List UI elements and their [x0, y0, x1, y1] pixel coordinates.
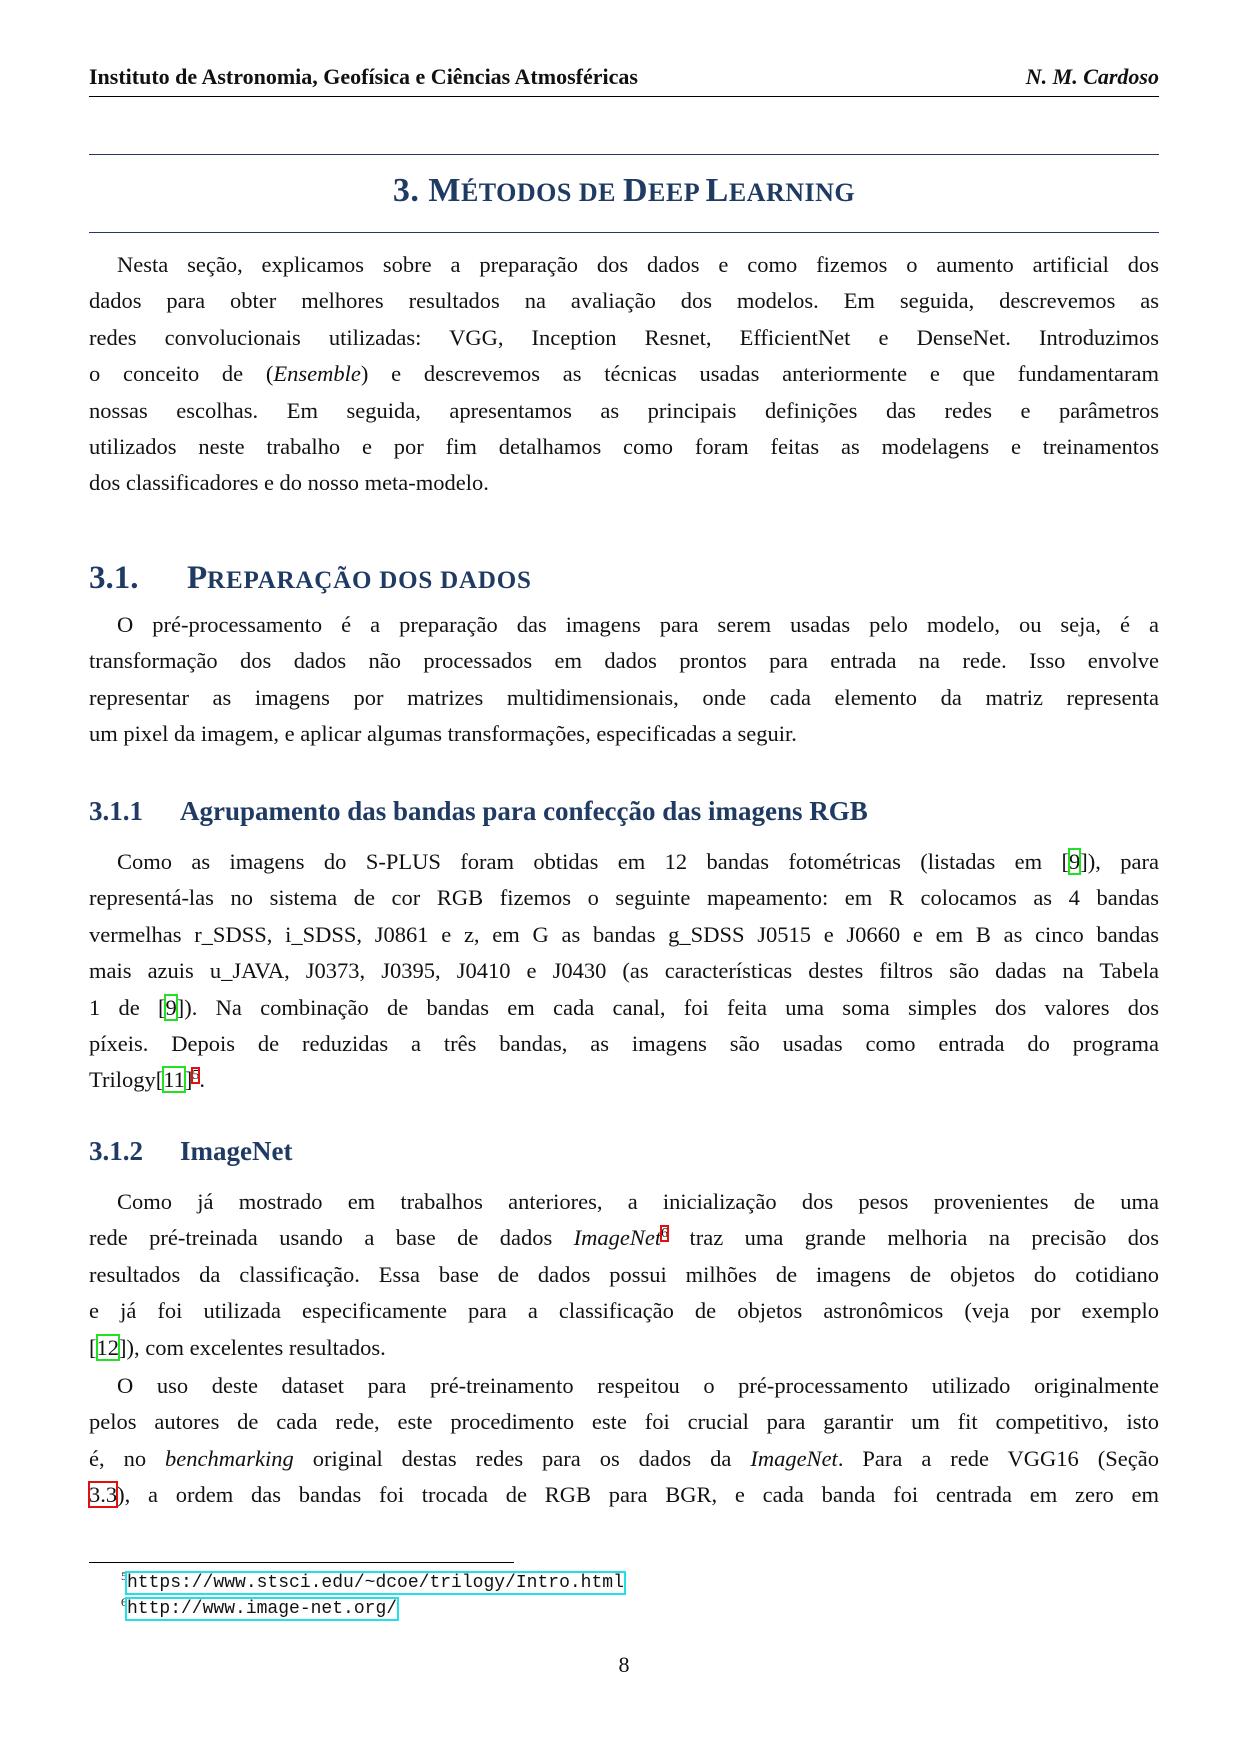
text-line: dados para obter melhores resultados na avaliação dos modelos. Em seguida, descrevemos as: [89, 288, 1159, 314]
text-line: transformação dos dados não processados em dados prontos para entrada na rede. Isso envolve: [89, 648, 1159, 674]
chapter-title-sc: EEP: [648, 178, 706, 207]
text-run: ]). Na combinação de bandas em cada canal, foi feita uma soma simples dos valores dos: [176, 994, 1159, 1020]
text-run: ) e descrevemos as técnicas usadas anteriormente e que fundamentaram: [360, 361, 1159, 387]
chapter-title: [89, 172, 1159, 210]
text-line: [89, 844, 1159, 880]
text-line: vermelhas r_SDSS, i_SDSS, J0861 e z, em G as bandas g_SDSS J0515 e J0660 e em B as cinco bandas: [89, 921, 1159, 947]
text-line: [89, 356, 1159, 392]
text-run: [: [89, 1334, 97, 1360]
subsection-heading-3-1-1: [89, 796, 868, 827]
text-run: ]: [184, 1067, 193, 1093]
text-line: O pré-processamento é a preparação das imagens para serem usadas pelo modelo, ou seja, é a: [117, 612, 1159, 637]
text-line: [89, 1330, 1159, 1366]
text-line: redes convolucionais utilizadas: VGG, Inception Resnet, EfficientNet e DenseNet. Introduzimos: [89, 324, 1159, 350]
section-title-sc: REPARAÇÃO DOS DADOS: [207, 567, 532, 594]
text-line: e já foi utilizada especificamente para a classificação de objetos astronômicos (veja por exemplo: [89, 1298, 1159, 1324]
subsection-heading-3-1-2: [89, 1136, 292, 1167]
text-run: é, no: [89, 1445, 166, 1471]
chapter-title-cap: D: [622, 172, 649, 209]
text-line: [89, 1441, 1159, 1477]
text-run: traz uma grande melhoria na precisão dos: [668, 1225, 1159, 1251]
section-title-cap: P: [187, 560, 208, 596]
text-run: o conceito de (: [89, 361, 274, 387]
text-line: Como já mostrado em trabalhos anteriores, a inicialização dos pesos provenientes de uma: [117, 1189, 1159, 1214]
section-3-1-2-paragraph-1: [89, 1184, 1159, 1366]
italic-term: ImageNet: [750, 1445, 838, 1471]
chapter-rule-bottom: [89, 232, 1159, 233]
text-line: [89, 990, 1159, 1026]
section-3-1-paragraph: [89, 607, 1159, 753]
text-line: dos classificadores e do nosso meta-modelo.: [89, 470, 489, 496]
text-line: nossas escolhas. Em seguida, apresentamos as principais definições das redes e parâmetros: [89, 397, 1159, 423]
chapter-rule-top: [89, 154, 1159, 155]
chapter-title-cap: L: [705, 172, 729, 209]
text-run: Como as imagens do S-PLUS foram obtidas em 12 bandas fotométricas (listadas em [: [117, 849, 1070, 874]
citation-link[interactable]: 12: [96, 1334, 119, 1360]
text-line: utilizados neste trabalho e por fim detalhamos como foram feitas as modelagens e treinamentos: [89, 434, 1159, 460]
text-run: ]), para: [1080, 849, 1159, 874]
chapter-title-sc: ÉTODOS DE: [460, 178, 623, 207]
footnote-mark: 5: [121, 1569, 127, 1583]
text-line: Nesta seção, explicamos sobre a preparação dos dados e como fizemos o aumento artificial dos: [117, 252, 1159, 277]
text-line: O uso deste dataset para pré-treinamento respeitou o pré-processamento utilizado originalmente: [117, 1373, 1159, 1398]
text-run: ), a ordem das bandas foi trocada de RGB para BGR, e cada banda foi centrada em zero em: [117, 1482, 1159, 1508]
italic-term: Ensemble: [273, 361, 361, 387]
text-line: pelos autores de cada rede, este procedimento este foi crucial para garantir um fit competitivo, isto: [89, 1409, 1159, 1435]
text-run: original destas redes para os dados da: [293, 1445, 751, 1471]
text-line: píxeis. Depois de reduzidas a três bandas, as imagens são usadas como entrada do programa: [89, 1031, 1159, 1057]
text-run: .: [199, 1067, 205, 1093]
text-line: [89, 1220, 1159, 1256]
footnote-rule: [89, 1562, 514, 1563]
footnote-5: [121, 1569, 624, 1595]
footnote-marker-link[interactable]: 5: [192, 1067, 200, 1083]
header-author: N. M. Cardoso: [1025, 64, 1159, 89]
footnote-url-link[interactable]: http://www.image-net.org/: [127, 1599, 398, 1619]
section-number: 3.1.: [89, 560, 139, 596]
footnote-url-link[interactable]: https://www.stsci.edu/~dcoe/trilogy/Intro.html: [127, 1573, 624, 1593]
section-3-1-1-paragraph: [89, 844, 1159, 1099]
subsection-title: Agrupamento das bandas para confecção das imagens RGB: [180, 796, 868, 826]
citation-link[interactable]: 11: [163, 1067, 185, 1093]
text-line: um pixel da imagem, e aplicar algumas transformações, especificadas a seguir.: [89, 721, 797, 747]
italic-term: ImageNet: [573, 1225, 662, 1251]
citation-link[interactable]: 9: [165, 994, 177, 1020]
text-run: Trilogy[: [89, 1067, 164, 1093]
text-line: [89, 1477, 1159, 1513]
text-run: . Para a rede VGG16 (Seção: [837, 1445, 1159, 1471]
section-ref-link[interactable]: 3.3: [89, 1482, 118, 1508]
section-3-1-2-paragraph-2: [89, 1368, 1159, 1514]
chapter-title-cap: M: [428, 172, 461, 209]
intro-paragraph: [89, 247, 1159, 502]
text-line: representá-las no sistema de cor RGB fizemos o seguinte mapeamento: em R colocamos as 4 bandas: [89, 885, 1159, 911]
text-run: ]), com excelentes resultados.: [119, 1334, 386, 1360]
text-line: resultados da classificação. Essa base de dados possui milhões de imagens de objetos do cotidiano: [89, 1261, 1159, 1287]
text-line: [89, 1062, 1159, 1098]
chapter-number: 3.: [392, 172, 420, 209]
citation-link[interactable]: 9: [1069, 849, 1081, 874]
section-heading-3-1: [89, 560, 532, 597]
italic-term: benchmarking: [165, 1445, 294, 1471]
chapter-title-sc: EARNING: [728, 178, 856, 207]
text-line: representar as imagens por matrizes multidimensionais, onde cada elemento da matriz representa: [89, 684, 1159, 710]
footnote-marker-link[interactable]: 6: [661, 1225, 669, 1241]
text-line: mais azuis u_JAVA, J0373, J0395, J0410 e J0430 (as características destes filtros são dadas na Tabela: [89, 958, 1159, 984]
text-run: 1 de [: [89, 994, 166, 1020]
footnote-6: [121, 1595, 397, 1621]
running-header: [89, 64, 1159, 97]
subsection-number: 3.1.2: [89, 1136, 143, 1166]
subsection-title: ImageNet: [180, 1136, 293, 1166]
header-institution: Instituto de Astronomia, Geofísica e Ciências Atmosféricas: [89, 64, 638, 89]
text-run: rede pré-treinada usando a base de dados: [89, 1225, 574, 1251]
subsection-number: 3.1.1: [89, 796, 143, 826]
page-number: 8: [618, 1652, 630, 1677]
footnote-mark: 6: [121, 1595, 127, 1609]
